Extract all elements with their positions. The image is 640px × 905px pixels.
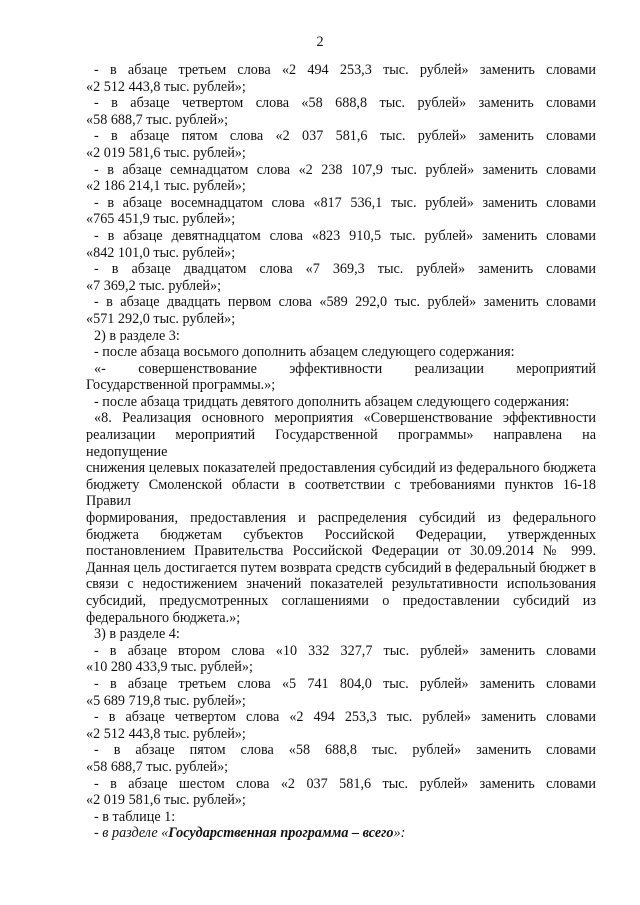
text-line: «8. Реализация основного мероприятия «Совершенствование эффективности	[94, 410, 596, 427]
page-number: 2	[316, 34, 324, 50]
text-line: - в абзаце третьем слова «2 494 253,3 тыс. рублей» заменить словами	[94, 62, 596, 78]
text-line: - в абзаце третьем слова «5 741 804,0 тыс. рублей» заменить словами	[94, 675, 596, 692]
text-line: 2) в разделе 3:	[94, 327, 180, 344]
text-line: - в абзаце двадцать первом слова «589 292,0 тыс. рублей» заменить словами	[94, 294, 596, 311]
text-line: - в абзаце шестом слова «2 037 581,6 тыс. рублей» заменить словами	[94, 775, 596, 792]
text-line: «2 512 443,8 тыс. рублей»;	[86, 78, 246, 95]
text-line: «58 688,7 тыс. рублей»;	[86, 111, 229, 128]
text-line: «2 512 443,8 тыс. рублей»;	[86, 725, 246, 742]
text-line: - в абзаце втором слова «10 332 327,7 тыс. рублей» заменить словами	[94, 642, 596, 659]
text-line: - в абзаце двадцатом слова «7 369,3 тыс. рублей» заменить словами	[94, 261, 596, 278]
text-line: «765 451,9 тыс. рублей»;	[86, 211, 236, 228]
text-line: бюджету Смоленской области в соответствии с требованиями пунктов 16-18 Правил	[86, 476, 596, 510]
text-line: Государственной программы.»;	[86, 377, 276, 394]
last-line-prefix: - в разделе «	[94, 825, 169, 842]
text-line: Данная цель достигается путем возврата средств субсидий в федеральный бюджет в	[86, 559, 596, 576]
text-line: постановлением Правительства Российской Федерации от 30.09.2014 № 999.	[86, 543, 596, 560]
text-line: снижения целевых показателей предоставления субсидий из федерального бюджета	[86, 460, 596, 477]
text-line: «10 280 433,9 тыс. рублей»;	[86, 659, 253, 676]
text-line: «- совершенствование эффективности реализации мероприятий	[94, 360, 596, 377]
text-line: «842 101,0 тыс. рублей»;	[86, 244, 236, 261]
text-line: - в абзаце четвертом слова «2 494 253,3 тыс. рублей» заменить словами	[94, 709, 596, 726]
document-body	[86, 62, 596, 842]
text-line: «7 369,2 тыс. рублей»;	[86, 277, 222, 294]
text-line: федерального бюджета.»;	[86, 609, 241, 626]
text-line: 3) в разделе 4:	[94, 626, 180, 643]
last-line-suffix: »:	[393, 825, 406, 842]
text-line: связи с недостижением значений показателей результативности использования	[86, 576, 596, 593]
text-line: «2 019 581,6 тыс. рублей»;	[86, 144, 246, 161]
text-line: - после абзаца восьмого дополнить абзацем следующего содержания:	[94, 344, 515, 361]
text-line: реализации мероприятий Государственной программы» направлена на недопущение	[86, 427, 596, 460]
text-line: - в таблице 1:	[94, 808, 176, 825]
text-line: «2 186 214,1 тыс. рублей»;	[86, 178, 246, 195]
text-line: «2 019 581,6 тыс. рублей»;	[86, 792, 246, 809]
text-line: «58 688,7 тыс. рублей»;	[86, 758, 229, 775]
last-line	[86, 825, 596, 842]
text-line: бюджета бюджетам субъектов Российской Федерации, утвержденных	[86, 526, 596, 543]
text-line: «5 689 719,8 тыс. рублей»;	[86, 692, 246, 709]
text-line: - в абзаце девятнадцатом слова «823 910,5 тыс. рублей» заменить словами	[94, 227, 596, 244]
text-line: формирования, предоставления и распределения субсидий из федерального	[86, 510, 596, 527]
text-line: «571 292,0 тыс. рублей»;	[86, 310, 236, 327]
text-line: - в абзаце пятом слова «2 037 581,6 тыс. рублей» заменить словами	[94, 128, 596, 145]
text-line: - в абзаце семнадцатом слова «2 238 107,9 тыс. рублей» заменить словами	[94, 161, 596, 178]
last-line-bold: Государственная программа – всего	[168, 825, 394, 842]
text-line: субсидий, предусмотренных соглашениями о предоставлении субсидий из	[86, 593, 596, 609]
text-line: - после абзаца тридцать девятого дополнить абзацем следующего содержания:	[94, 393, 570, 410]
text-line: - в абзаце пятом слова «58 688,8 тыс. рублей» заменить словами	[94, 742, 596, 759]
text-line: - в абзаце восемнадцатом слова «817 536,1 тыс. рублей» заменить словами	[94, 194, 596, 211]
text-line: - в абзаце четвертом слова «58 688,8 тыс. рублей» заменить словами	[94, 95, 596, 112]
text-lines	[86, 62, 596, 825]
